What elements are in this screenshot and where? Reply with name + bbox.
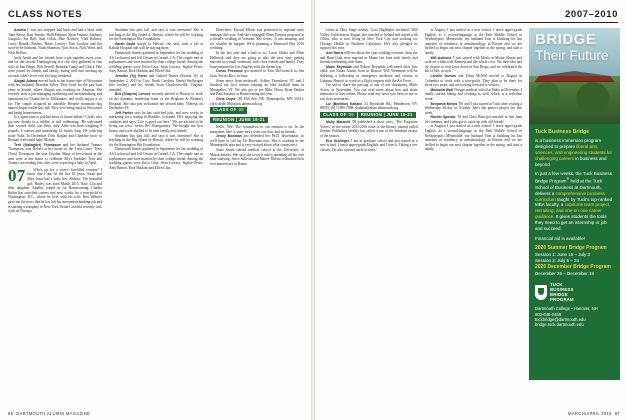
note-paragraph: Inchi Ayubi and her friends have a get-together every year, and for the second Thanksgiving in a row they gathered in fine style in San Diego. Bob Sewell, Brandon Gantz and Chuck Vale were joined by friends and family, eating well and catching up on each other's lives over the long weekend. (8, 55, 102, 78)
note-paragraph: Dartmouth friends gathered in September for the wedding of Ali Lockwood and Jeff Ossian in Carmel, CA. The couple met as sophomores and were married by their college friend. Among the wedding guests were Erica Gray, Sean Lowery, Sophie Perez, Amy Barton, Rick Haskins and Ellen Choi. (109, 147, 203, 170)
note-paragraph: Jenny Bowman just defended her Ph.D. dissertation, so we'll have to call her Dr. Bowman now. She is working in the Minneapolis area and is very excited about what comes next. (210, 134, 304, 148)
page-number: 87 (614, 411, 620, 416)
left-page-header: CLASS NOTES (8, 9, 304, 23)
note-paragraph: Abigail Adams moved back to her home state of Wisconsin with her husband, Brandon Sykes. They lived for the past four years in Seattle, where Abigail was working for Amazon. She recently took a job managing marketing and merchandising and operations for Chanticlee in Milwaukee, and really enjoys it so far. The couple acquired an adorable Bernese mountain dog named Jasper earlier this fall. They love being back in Wisconsin and being homeowners. (8, 78, 102, 115)
class-09-reunion-label: REUNION | JUNE 16-21 (358, 112, 416, 119)
note-paragraph: Elsewhere, Krystal Elkins was promoted to regional sales manager this year. And she's engaged! Brent Parsons proposed at a friend's wedding in Vermont. She writes, 'It was amazing, and we couldn't be happier. We're planning a Memorial Day 2016 wedding. (210, 28, 304, 51)
note-paragraph: Stratham this past fall, and says it was awesome! She is teaching in the Big Island of Hawaii, where he will be working for the Kensington Hui Foundation. (109, 28, 203, 42)
note-paragraph: Rachel Spector '10 and Chris Bain got married in San Juan this summer, and I also got to catch up with old friends. (424, 115, 522, 124)
left-col-2 (109, 28, 203, 404)
note-paragraph: Some news from mcdowell: Ashley Thornberry '07, and I finished our first season running an elite football team in Montpelier, VT. We also got to see Mike Olson, Ryan Durkin and Paul Sanchez at Homecoming this year. (210, 78, 304, 97)
note-paragraph: Who's up for a sweet, fun-filled reunion? I know that I am! In the last 10 years, Sarah and Marc have had a baby boy, Andrew. The beautiful girl, Hailey, was born March 2015. Nate, Lila and their daughter, Amelia, joined us for Homecoming. Charlie Rubin has switched careers and now works for a non-profit in Washington, D.C., where he lives with his wife. Ben Webster gave me the news that he has left his investment banking job and is starting a company in New York. Brian Cornfeld recently took a job in Chicago. (8, 167, 102, 214)
ad-body (529, 124, 620, 328)
ad-bridge-photo (529, 28, 620, 124)
class-secretary-contact: Chris Doyle 103 Hill Ave, NE, Minneapolis, MN 55411; chris.doyle.08@alum.dartmouth.org (210, 96, 304, 106)
left-page-footer (8, 411, 90, 416)
ad-summer-session-1: Session 1: June 15 – July 3 (535, 251, 591, 257)
right-page-header: 2007–2010 (320, 9, 618, 23)
note-paragraph: Marie Reynolds and Robert Reynolds welcomed their first child, son Nolan Austin, born in Boston. Will Weitzman will be finishing a fellowship in emergency medicine and returns to Lahaina, Hawaii, to work as a flight surgeon with the Air Force. (320, 64, 418, 83)
note-paragraph: Molly Maranell '09 published a short story, 'The Forgotten Voices,' in the winter 2015/2016 issue of the literary journal called Zeniter. Publishers Weekly has called it one of the breakout essays of the season. (320, 120, 418, 138)
ad-heading: Tuck Business Bridge (535, 129, 590, 135)
class-year-dropcap: 07 (8, 165, 26, 185)
left-col-3 (210, 28, 304, 404)
note-paragraph: In the last year and a half or so, Lucas Shultz and Ellen Halbrook said they are going to take the next step: getting married in a small ceremony with close friends and family. They honeymooned in Los Angeles with the dream trip. (210, 50, 304, 69)
ad-december-dates: December 26 – December 18 (535, 270, 595, 276)
note-paragraph: Michaela Walt 'I began medical school at Duke in December. I finally started hiking and cooking as well, which is a welcome break.' (424, 87, 522, 101)
note-paragraph: event at Ohio Stage nearby. Cool Highlights included: Will Valley, California in August, she traveled to Ireland and stayed with Olivia, who is now living in New York City and working for Chicago Health in Northern California. He's also pledged its support this year. (320, 28, 418, 51)
issue-date: MARCH/APRIL 2016 (568, 411, 612, 416)
note-paragraph: Susie Smith started medical school at the University of Massachusetts. She says she loves it and is spending all her free time studying. Steve Sullivan and Maeve Tiberio celebrated their first anniversary in Rome. (210, 148, 304, 166)
right-col-2 (425, 28, 523, 404)
note-paragraph: Lenelle Gurton and Tobin McNeil moved to Bogotá in Colombia to work with a non-profit. They plan to be there for about two years, and are looking forward to visitors. (424, 73, 522, 88)
note-paragraph: Dartmouth friends gathered in September for the wedding of Ali Lockwood and Jeff Ossian in Carmel, CA. The couple met as sophomores and were married by their college friend. Among the wedding guests were Erica Gray, Sean Lowery, Sophie Perez, Amy Barton, Rick Haskins and Ellen Choi. (109, 50, 203, 74)
tuck-logo-text: TUCK BUSINESS BRIDGE PROGRAM (550, 282, 574, 303)
note-paragraph: Will Ashtone 'I just stayed with Mario in Mount Shasta and went on a hike with Emmett and the whole crew. We then also had the chance to visit Jesse down in San Diego, and we celebrated the 4th of July in style.' (424, 55, 522, 74)
right-page-footer (568, 411, 620, 416)
left-page (0, 0, 312, 420)
right-columns (320, 28, 522, 404)
note-paragraph: Terri (Gallagher) Thompson and her husband Tommy Thompson, saw Robert at her house in the Twin Cities. Terry (Tom) Thompson, the year October. Many of her friends in the area were at her house to celebrate Ally's birthday. Terri and Tommy are reading lists; they were expecting a baby in April. (8, 142, 102, 166)
ad-financial-aid: Financial aid is available! (535, 236, 586, 241)
tuck-shield-icon (535, 285, 547, 300)
tuck-bridge-ad[interactable] (529, 28, 620, 380)
tuck-logo (535, 282, 615, 302)
note-paragraph: Benjamin Meeps '09, and I just started at Tuck after visiting a Wednesday all-day in October. She's the perfect project for this week.' (424, 101, 522, 115)
publication-name: DARTMOUTH ALUMNI MAGAZINE (16, 411, 91, 416)
note-paragraph: Andrea I. was just stopped laid back and had a blast with Tami Reece, Kari Sundry, Holli Fabiano, Ryan Faunter, Anthony Gargiulo, Sia Boll, Sam Celan, Pike Northey, Vlad Holmes, Corey Brandt, Rushes, Brian Lowrey, Tom Jacobus and her soon-to-be husband, Noah Shannon, Nick Stock, Nick Ward, and Nick Hollins. (8, 28, 102, 55)
note-paragraph: in August, I just started as a new school. I teach upper-grade English, as a second-language at the Park Middle School in Newburyport. Meanwhile, my husband Tom is finishing his last semester of residency in anesthesiology in Boston and we are thrilled to begin our next chapter together in the spring, and start a family. (424, 28, 522, 55)
ad-december-program-title: 2020 December Bridge Program (535, 263, 611, 270)
ad-summer-program-title: 2020 Summer Bridge Program (535, 244, 607, 251)
ad-intro: is a business immersion program designed to prepare liberal arts, sciences, and engineering students for challenging careers in business and beyond. (535, 137, 613, 167)
note-paragraph: I'm sad to share the passing of one of our classmates, Miles Acton, in November. You can read more about him and share memories of him online. Please send any news you have to me or our class secretaries. (320, 83, 418, 101)
ad-contact-email[interactable]: tuckbridge@dartmouth.edu (535, 317, 586, 323)
note-paragraph: Eric Schlinger 'I am in graduate school and just started at a new school. I teach upper-grade English, and I love it. Taking a few classes, I'm also a proud uncle to three.' (320, 138, 418, 152)
ad-contact (535, 306, 615, 327)
note-paragraph: Hello, '08s! The countdown to our reunion is on. In the meantime, here is some news from our class and its friends. (210, 125, 304, 134)
ad-title: BRIDGE Their Future (535, 31, 609, 63)
ad-summer-session-2: Session 2: July 6 – 24 (535, 257, 580, 263)
class-08-label: CLASS OF 08 (210, 107, 247, 114)
left-col-1 (8, 28, 102, 404)
right-col-1 (320, 28, 418, 404)
class-09-label: CLASS OF 09 (320, 112, 357, 119)
ad-contact-website[interactable]: bridge.tuck.dartmouth.edu (535, 322, 584, 328)
class-08-reunion-label: REUNION | JUNE 16-21 (210, 117, 268, 124)
note-paragraph: Brit (Shapiro) Lennox recently moved to Boston to work on the dynamic leadership team of the Brigham & Women's Hospital. She also just welcomed her second baby, Theresa, on December 18. (109, 92, 203, 111)
note-paragraph: in August, I just started as a new school. I teach upper-grade English, as a second-language at the Park Middle School in Newburyport. Meanwhile, my husband Tom is finishing his last semester of residency in anesthesiology in Boston and we are thrilled to begin our next chapter together in the spring, and start a family. (424, 124, 522, 152)
class-secretary-contact: Liz (Boehlke) Kahane 33 Brookside Rd., Henderson, NV 89015; (617) 980-7868; jkahane@alum.dartmouth.org (320, 101, 418, 111)
left-columns (8, 28, 304, 404)
note-paragraph: Jennifer (Ty) Perez and Gabriel Nunez (Kristin Ty) of September 2, 2015 in Cary, North Carolina. Daniel Stellwagen (her brother) and his friends from Charlottesville, Virginia, attended. (109, 73, 203, 92)
page-number: 86 (8, 411, 14, 416)
ad-contact-phone: 603-646-0458 (535, 311, 562, 317)
note-paragraph: Jeff Parker says he has switched jobs, and now works in marketing for a startup in Boulder, Colorado. He's enjoying the outdoors and says, 'Life is good out here.' 'We are excited to be living out west,' writes Bet Montgomery. 'We bought our first house, and we're thrilled to be near family and friends.' (109, 110, 203, 134)
ad-contact-address: Dartmouth College • Hanover, NH (535, 306, 598, 312)
ad-description: In just a few weeks, the Tuck Business Bridge Program® held at the Tuck School of Business at Dartmouth, delivers a comprehensive business curriculum taught by Tuck's top-ranked MBA faculty, a capstone team project, recruiting, and one-on-one career guidance. It gives students the tools they need to get an internship or job and succeed. (535, 171, 613, 232)
note-paragraph: Stratham this past fall, and says it was awesome! She is teaching in the Big Island of Hawaii, where he will be working for the Kensington Hui Foundation. (109, 133, 203, 147)
note-paragraph: Ann Harris tells me about her year working overseas, then she and Hans Gale were married in Maine last June with family and friends celebrating with them. (320, 50, 418, 65)
note-paragraph: Is it again time to publish news of future babies? Clyde, who got new thanks to a toddler, is still celebrating. 'He welcomed their second child, son Zeke, July. Zeke was born weighing 9 pounds, 6 ounces and measuring 22 inches long. He joins big sister Nola. In December, Dick Kaplan and Charlotte (now in Boston) welcomed baby Moriah. (8, 115, 102, 143)
note-paragraph: Conor Firestone got married to Erin McCormick in San Juan, Puerto Rico, in June. (210, 69, 304, 78)
right-page (314, 0, 626, 420)
note-paragraph: Sarah Dodd stayed in Hawaii, she said, took a job at Kahala Hospital and will be staying there. (109, 41, 203, 51)
